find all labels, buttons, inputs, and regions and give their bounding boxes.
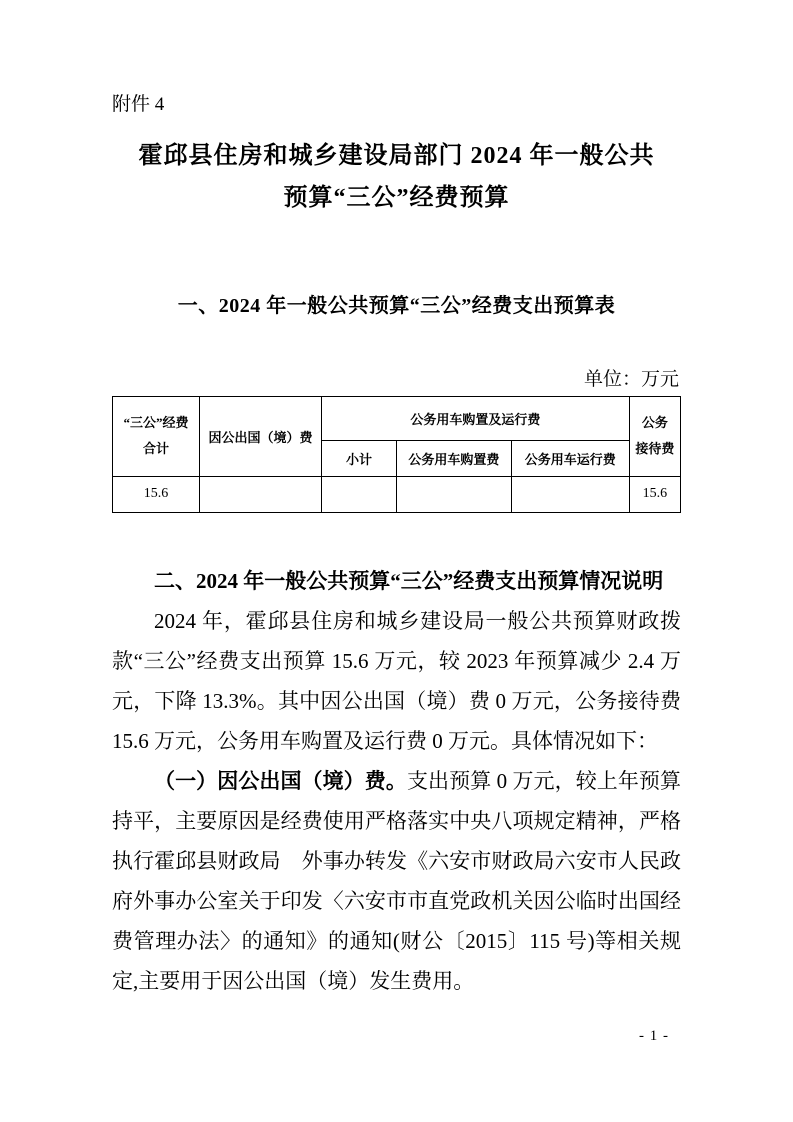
header-cell-vehicle-group: 公务用车购置及运行费 [322,396,630,440]
table-header-row-1 [113,396,681,440]
paragraph-abroad [112,761,681,1001]
page-number: - 1 - [639,1028,669,1044]
header-total-line1: “三公”经费 [123,415,189,431]
section1-heading: 一、2024 年一般公共预算“三公”经费支出预算表 [177,294,616,317]
header-cell-vehicle-operation: 公务用车运行费 [511,440,629,476]
budget-table [112,396,681,513]
paragraph-overview: 2024 年，霍邱县住房和城乡建设局一般公共预算财政拨款“三公”经费支出预算 15.6 万元，较 2023 年预算减少 2.4 万元，下降 13.3%。其中因公出国（境）费 0 万元，公务接待费 15.6 万元，公务用车购置及运行费 0 万元。具体情况如下： [112,608,681,753]
attachment-label: 附件 4 [112,94,165,115]
header-cell-vehicle-subtotal: 小计 [322,440,397,476]
data-cell-vehicle-purchase [396,476,511,512]
data-cell-abroad [199,476,321,512]
header-cell-reception [629,396,680,476]
header-cell-total [113,396,200,476]
document-title-line2: 预算“三公”经费预算 [283,184,510,211]
data-cell-vehicle-operation [511,476,629,512]
document-title [112,135,681,219]
table-data-row [113,476,681,512]
paragraph-abroad-body: 支出预算 0 万元，较上年预算持平，主要原因是经费使用严格落实中央八项规定精神，严格执行霍邱县财政局 外事办转发《六安市财政局六安市人民政府外事办公室关于印发〈六安市市直党政机关因公临时出国经费管理办法〉的通知》的通知(财公〔2015〕115 号)等相关规定,主要用于因公出国（境）发生费用。 [112,768,682,993]
paragraph-abroad-lead: （一）因公出国（境）费。 [154,768,407,793]
header-total-line2: 合计 [142,441,169,457]
data-cell-total: 15.6 [113,476,200,512]
section2-heading: 二、2024 年一般公共预算“三公”经费支出预算情况说明 [154,568,664,593]
data-cell-vehicle-subtotal [322,476,397,512]
header-cell-abroad: 因公出国（境）费 [199,396,321,476]
header-cell-vehicle-purchase: 公务用车购置费 [396,440,511,476]
header-reception-line1: 公务 [641,415,668,431]
data-cell-reception: 15.6 [629,476,680,512]
document-title-line1: 霍邱县住房和城乡建设局部门 2024 年一般公共 [138,142,655,169]
unit-label: 单位：万元 [583,368,679,390]
header-reception-line2: 接待费 [635,441,675,457]
